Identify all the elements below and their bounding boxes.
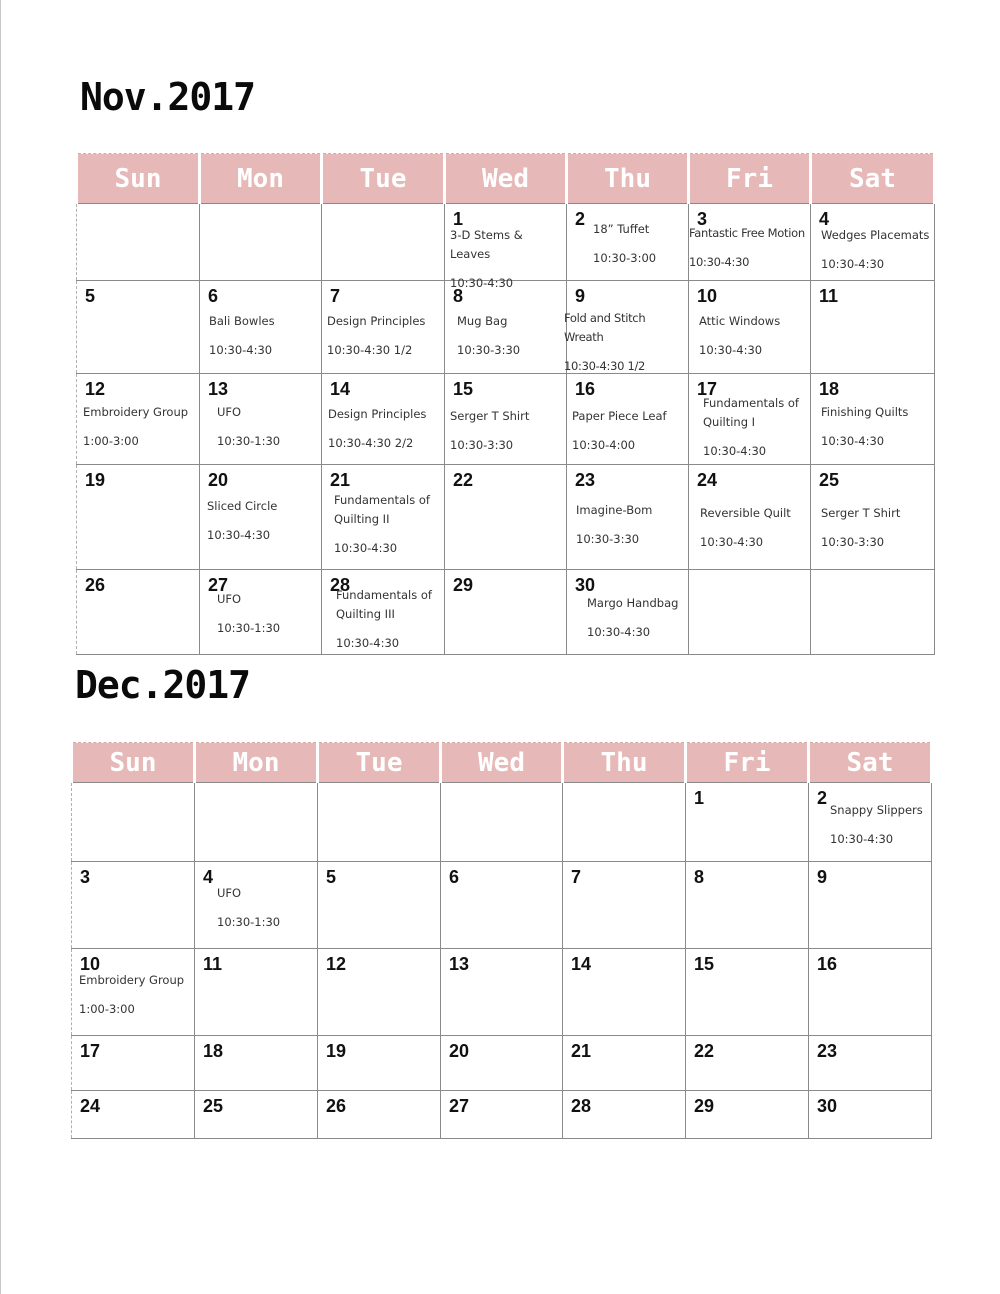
weekday-header-mon: Mon (200, 154, 322, 204)
day-cell (686, 949, 809, 1036)
day-cell (445, 465, 567, 570)
event (564, 309, 688, 376)
event-time: 10:30-3:30 (450, 438, 514, 452)
day-number: 22 (453, 470, 474, 490)
event (450, 407, 529, 455)
event-title: Fundamentals of Quilting I (703, 396, 799, 429)
event-title: Fundamentals of Quilting II (334, 493, 430, 526)
event-title: Fundamentals of Quilting III (336, 588, 432, 621)
day-cell (809, 862, 932, 949)
event-time: 10:30-4:30 (821, 257, 885, 271)
day-cell (563, 862, 686, 949)
day-cell (445, 281, 567, 374)
event-time: 10:30-1:30 (217, 621, 281, 635)
day-cell (200, 374, 322, 465)
event-time: 10:30-3:30 (821, 535, 885, 549)
day-cell (77, 204, 200, 281)
weekday-header-tue: Tue (318, 743, 441, 783)
day-cell (318, 949, 441, 1036)
day-cell (689, 465, 811, 570)
event (209, 312, 275, 360)
day-cell (322, 281, 445, 374)
day-number: 8 (694, 867, 705, 887)
day-number: 22 (694, 1041, 715, 1061)
day-number: 21 (571, 1041, 592, 1061)
day-cell (195, 783, 318, 862)
event (83, 403, 188, 451)
event-time: 10:30-4:30 2/2 (328, 436, 414, 450)
day-cell (445, 204, 567, 290)
day-number: 8 (453, 286, 464, 306)
day-number: 2 (575, 209, 586, 229)
weekday-header-thu: Thu (567, 154, 689, 204)
day-cell (564, 281, 689, 374)
day-number: 21 (330, 470, 351, 490)
day-number: 9 (575, 286, 586, 306)
event-time: 10:30-4:30 (703, 444, 767, 458)
event-title: Fantastic Free Motion (689, 226, 805, 240)
day-cell (322, 465, 445, 570)
event (217, 884, 280, 932)
day-cell (322, 204, 445, 281)
week-row (72, 949, 932, 1036)
day-number: 25 (203, 1096, 224, 1116)
event-title: Embroidery Group (79, 973, 185, 987)
day-number: 5 (85, 286, 96, 306)
day-cell (563, 1036, 686, 1091)
day-number: 26 (85, 575, 106, 595)
week-row (72, 862, 932, 949)
day-cell (445, 570, 567, 655)
day-number: 28 (571, 1096, 592, 1116)
day-number: 3 (697, 209, 708, 229)
day-cell (200, 281, 322, 374)
day-number: 15 (453, 379, 474, 399)
day-number: 19 (85, 470, 106, 490)
day-cell (563, 783, 686, 862)
day-number: 6 (449, 867, 460, 887)
day-cell (689, 374, 811, 465)
day-cell (809, 1036, 932, 1091)
event-time: 10:30-4:30 1/2 (564, 359, 646, 373)
page-edge-rule (0, 0, 1, 1294)
day-cell (563, 949, 686, 1036)
nov-calendar-grid (75, 153, 936, 655)
day-cell (200, 465, 322, 570)
event-title: Reversible Quilt (700, 506, 791, 520)
day-cell (318, 1091, 441, 1139)
day-cell (441, 1091, 563, 1139)
day-number: 10 (80, 954, 101, 974)
day-cell (809, 1091, 932, 1139)
day-cell (689, 204, 811, 281)
dec-calendar-grid (70, 742, 933, 1139)
weekday-header-sat: Sat (811, 154, 935, 204)
event-title: Sliced Circle (207, 499, 278, 513)
event-title: Finishing Quilts (821, 405, 909, 419)
day-number: 15 (694, 954, 715, 974)
day-number: 13 (208, 379, 229, 399)
week-row (77, 281, 935, 374)
week-row (77, 204, 935, 281)
day-cell (563, 1091, 686, 1139)
day-number: 24 (697, 470, 718, 490)
day-cell (689, 281, 811, 374)
day-number: 18 (819, 379, 840, 399)
day-number: 16 (575, 379, 596, 399)
event-time: 10:30-4:30 (334, 541, 398, 555)
day-number: 26 (326, 1096, 347, 1116)
day-number: 20 (208, 470, 229, 490)
day-number: 7 (330, 286, 341, 306)
day-cell (686, 783, 809, 862)
event (334, 491, 430, 558)
day-number: 14 (571, 954, 592, 974)
day-number: 30 (817, 1096, 838, 1116)
day-cell (318, 862, 441, 949)
day-cell (811, 465, 935, 570)
event (79, 971, 184, 1019)
day-cell (441, 783, 563, 862)
day-cell (441, 949, 563, 1036)
event-title: Serger T Shirt (450, 409, 530, 423)
event-time: 10:30-4:30 (209, 343, 273, 357)
week-row (72, 1091, 932, 1139)
day-cell (567, 374, 689, 465)
event-title: Fold and Stitch Wreath (564, 311, 646, 344)
event-title: Serger T Shirt (821, 506, 901, 520)
day-number: 23 (575, 470, 596, 490)
week-row (77, 465, 935, 570)
day-number: 5 (326, 867, 337, 887)
day-cell (322, 570, 445, 655)
day-number: 23 (817, 1041, 838, 1061)
dec-month-title: Dec.2017 (75, 663, 251, 707)
day-number: 6 (208, 286, 219, 306)
event-time: 10:30-4:30 (830, 832, 894, 846)
event-title: 18” Tuffet (593, 222, 650, 236)
day-number: 17 (697, 379, 718, 399)
day-cell (195, 1036, 318, 1091)
event-time: 10:30-4:30 (700, 535, 764, 549)
day-cell (72, 1091, 195, 1139)
day-cell (809, 783, 932, 862)
weekday-header-fri: Fri (686, 743, 809, 783)
day-cell (567, 204, 689, 281)
event-title: Design Principles (327, 314, 426, 328)
day-cell (77, 570, 200, 655)
weekday-header-sun: Sun (72, 743, 195, 783)
event-time: 10:30-1:30 (217, 915, 281, 929)
day-cell (811, 570, 935, 655)
day-number: 20 (449, 1041, 470, 1061)
day-cell (195, 862, 318, 949)
day-number: 27 (449, 1096, 470, 1116)
event-title: Attic Windows (699, 314, 781, 328)
day-number: 13 (449, 954, 470, 974)
event-time: 10:30-4:30 1/2 (327, 343, 413, 357)
event (207, 497, 277, 545)
weekday-header-tue: Tue (322, 154, 445, 204)
day-number: 28 (330, 575, 351, 595)
event (587, 594, 678, 642)
day-cell (77, 281, 200, 374)
event (821, 403, 908, 451)
event (328, 405, 426, 453)
day-number: 17 (80, 1041, 101, 1061)
day-cell (72, 862, 195, 949)
day-cell (72, 949, 195, 1036)
event-time: 1:00-3:00 (83, 434, 139, 448)
day-cell (441, 1036, 563, 1091)
day-number: 11 (819, 286, 839, 306)
weekday-header-sun: Sun (77, 154, 200, 204)
day-number: 29 (694, 1096, 715, 1116)
event (821, 226, 929, 274)
event (217, 590, 280, 638)
day-cell (72, 783, 195, 862)
event-time: 10:30-3:30 (457, 343, 521, 357)
event-title: UFO (217, 592, 242, 606)
weekday-header-thu: Thu (563, 743, 686, 783)
weekday-header-wed: Wed (441, 743, 563, 783)
day-cell (686, 862, 809, 949)
event-time: 10:30-4:30 (587, 625, 651, 639)
day-number: 25 (819, 470, 840, 490)
event-title: Design Principles (328, 407, 427, 421)
day-cell (77, 374, 200, 465)
day-number: 27 (208, 575, 229, 595)
event (576, 501, 652, 549)
day-cell (811, 281, 935, 374)
day-number: 2 (817, 788, 828, 808)
day-number: 12 (85, 379, 106, 399)
event-time: 10:30-4:30 (689, 255, 750, 269)
day-number: 4 (819, 209, 830, 229)
day-number: 14 (330, 379, 351, 399)
day-cell (567, 570, 689, 655)
weekday-header-wed: Wed (445, 154, 567, 204)
day-number: 3 (80, 867, 91, 887)
week-row (77, 570, 935, 655)
event (700, 504, 791, 552)
event (327, 312, 425, 360)
event-title: Bali Bowles (209, 314, 275, 328)
day-number: 11 (203, 954, 223, 974)
week-row (77, 374, 935, 465)
event-title: Embroidery Group (83, 405, 189, 419)
week-row (72, 783, 932, 862)
event-title: 3-D Stems & Leaves (450, 228, 523, 261)
weekday-header-mon: Mon (195, 743, 318, 783)
event-time: 10:30-4:30 (821, 434, 885, 448)
day-number: 24 (80, 1096, 101, 1116)
day-number: 7 (571, 867, 582, 887)
day-cell (318, 1036, 441, 1091)
event (830, 801, 923, 849)
day-number: 12 (326, 954, 347, 974)
day-number: 1 (694, 788, 705, 808)
day-number: 18 (203, 1041, 224, 1061)
event-title: Paper Piece Leaf (572, 409, 667, 423)
event (593, 220, 656, 268)
event (699, 312, 780, 360)
event-title: Mug Bag (457, 314, 508, 328)
day-cell (811, 374, 935, 465)
week-row (72, 1036, 932, 1091)
day-number: 4 (203, 867, 214, 887)
day-number: 19 (326, 1041, 347, 1061)
day-cell (811, 204, 935, 281)
day-number: 10 (697, 286, 718, 306)
day-cell (686, 1036, 809, 1091)
day-cell (318, 783, 441, 862)
day-cell (809, 949, 932, 1036)
event-time: 10:30-3:00 (593, 251, 657, 265)
event (572, 407, 667, 455)
event-time: 10:30-4:00 (572, 438, 636, 452)
event-title: Margo Handbag (587, 596, 679, 610)
weekday-header-fri: Fri (689, 154, 811, 204)
day-cell (195, 1091, 318, 1139)
event-time: 1:00-3:00 (79, 1002, 135, 1016)
event-time: 10:30-4:30 (207, 528, 271, 542)
event-time: 10:30-1:30 (217, 434, 281, 448)
event-time: 10:30-4:30 (336, 636, 400, 650)
event (821, 504, 900, 552)
event (703, 394, 799, 461)
day-cell (445, 374, 567, 465)
event-title: Imagine-Bom (576, 503, 653, 517)
day-cell (77, 465, 200, 570)
day-cell (689, 570, 811, 655)
event-title: UFO (217, 886, 242, 900)
event-title: Wedges Placemats (821, 228, 930, 242)
day-number: 29 (453, 575, 474, 595)
day-number: 9 (817, 867, 828, 887)
event-time: 10:30-4:30 (450, 276, 514, 290)
event (457, 312, 520, 360)
weekday-header-sat: Sat (809, 743, 932, 783)
day-cell (200, 204, 322, 281)
day-number: 16 (817, 954, 838, 974)
day-cell (441, 862, 563, 949)
day-number: 30 (575, 575, 596, 595)
event (336, 586, 432, 653)
day-cell (567, 465, 689, 570)
event-title: UFO (217, 405, 242, 419)
day-cell (686, 1091, 809, 1139)
day-cell (200, 570, 322, 655)
day-number: 1 (453, 209, 464, 229)
event-time: 10:30-4:30 (699, 343, 763, 357)
day-cell (72, 1036, 195, 1091)
day-cell (322, 374, 445, 465)
event (217, 403, 280, 451)
event-title: Snappy Slippers (830, 803, 923, 817)
event (689, 224, 805, 272)
event-time: 10:30-3:30 (576, 532, 640, 546)
nov-month-title: Nov.2017 (80, 75, 256, 119)
day-cell (195, 949, 318, 1036)
